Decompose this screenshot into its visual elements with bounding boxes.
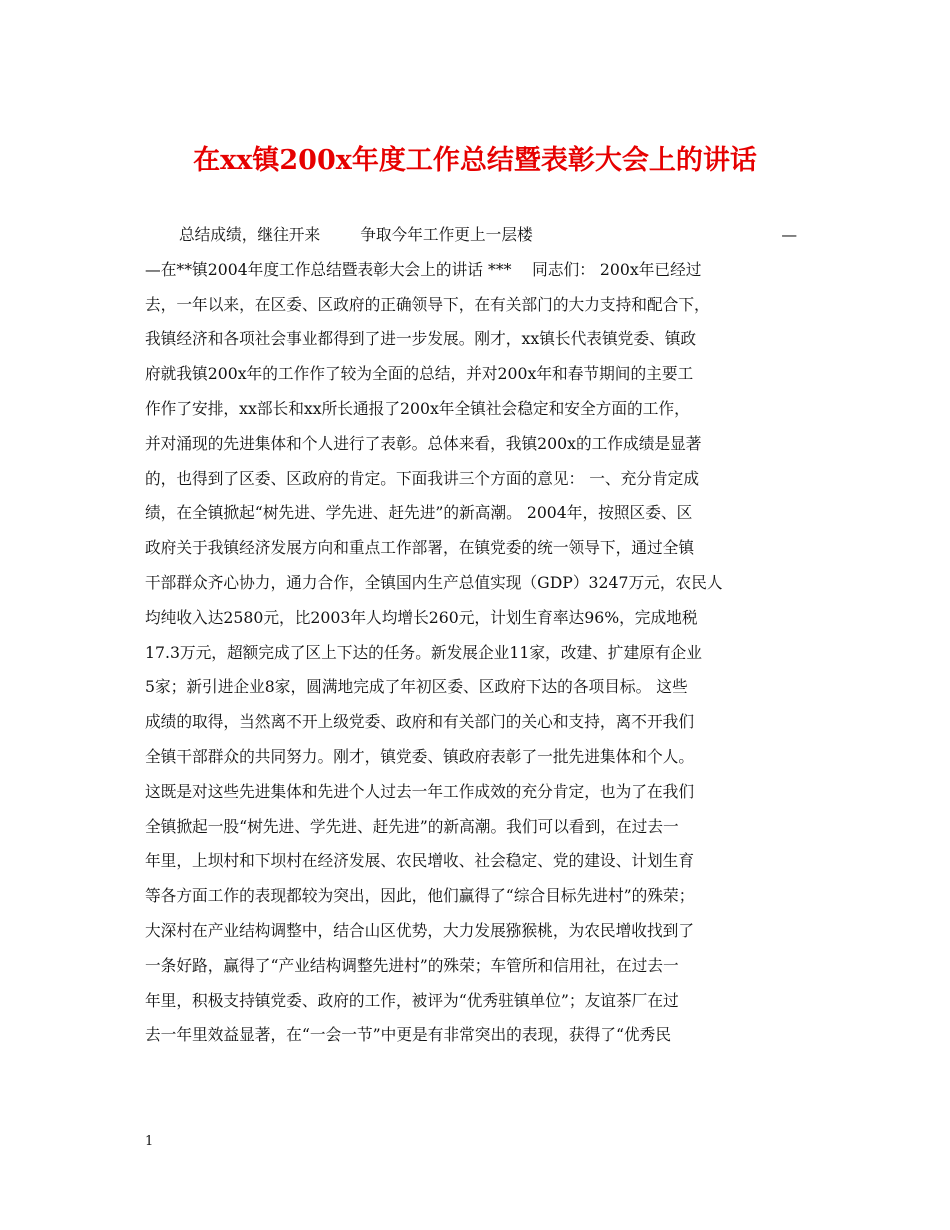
body-line: 大深村在产业结构调整中，结合山区优势，大力发展猕猴桃，为农民增收找到了 (145, 920, 695, 940)
subtitle-dash: — (781, 225, 797, 244)
body-line: 5家；新引进企业8家，圆满地完成了年初区委、区政府下达的各项目标。 这些 (145, 677, 688, 697)
body-line: 17.3万元，超额完成了区上下达的任务。新发展企业11家，改建、扩建原有企业 (145, 642, 702, 662)
body-line: 并对涌现的先进集体和个人进行了表彰。总体来看，我镇200x的工作成绩是显著 (145, 433, 702, 453)
body-line: 均纯收入达2580元，比2003年人均增长260元，计划生育率达96%，完成地税 (145, 607, 698, 627)
subtitle-part-a: 总结成绩，继往开来 (179, 225, 321, 244)
subtitle-line (145, 218, 805, 253)
body-line: 这既是对这些先进集体和先进个人过去一年工作成效的充分肯定，也为了在我们 (145, 781, 695, 801)
body-line: 府就我镇200x年的工作作了较为全面的总结，并对200x年和春节期间的主要工 (145, 364, 694, 384)
document-title: 在xx镇200x年度工作总结暨表彰大会上的讲话 (193, 145, 757, 176)
body-line: 去，一年以来，在区委、区政府的正确领导下，在有关部门的大力支持和配合下， (145, 294, 710, 314)
body-line: 成绩的取得，当然离不开上级党委、政府和有关部门的关心和支持，离不开我们 (145, 712, 695, 732)
body-line: 全镇掀起一股“树先进、学先进、赶先进”的新高潮。我们可以看到，在过去一 (145, 816, 679, 836)
page-number: 1 (145, 1134, 154, 1149)
document-body (145, 218, 805, 1053)
body-line: 年里，上坝村和下坝村在经济发展、农民增收、社会稳定、党的建设、计划生育 (145, 851, 695, 871)
body-line: —在**镇2004年度工作总结暨表彰大会上的讲话 *** 同志们： 200x年已经过 (145, 259, 702, 279)
body-line: 的，也得到了区委、区政府的肯定。下面我讲三个方面的意见： 一、充分肯定成 (145, 468, 700, 488)
body-line: 干部群众齐心协力，通力合作，全镇国内生产总值实现（GDP）3247万元，农民人 (145, 572, 723, 592)
body-line: 全镇干部群众的共同努力。刚才，镇党委、镇政府表彰了一批先进集体和个人。 (145, 746, 695, 766)
body-line: 政府关于我镇经济发展方向和重点工作部署，在镇党委的统一领导下，通过全镇 (145, 538, 695, 558)
body-line: 我镇经济和各项社会事业都得到了进一步发展。刚才，xx镇长代表镇党委、镇政 (145, 329, 697, 349)
body-line: 一条好路，赢得了“产业结构调整先进村”的殊荣；车管所和信用社，在过去一 (145, 955, 679, 975)
body-line: 年里，积极支持镇党委、政府的工作，被评为“优秀驻镇单位”；友谊茶厂在过 (145, 990, 679, 1010)
body-line: 去一年里效益显著，在“一会一节”中更是有非常突出的表现，获得了“优秀民 (145, 1025, 672, 1045)
body-line: 等各方面工作的表现都较为突出，因此，他们赢得了“综合目标先进村”的殊荣； (145, 886, 695, 906)
body-line: 作作了安排，xx部长和xx所长通报了200x年全镇社会稳定和安全方面的工作， (145, 398, 690, 418)
body-line: 绩，在全镇掀起“树先进、学先进、赶先进”的新高潮。 2004年，按照区委、区 (145, 503, 693, 523)
subtitle-part-b: 争取今年工作更上一层楼 (360, 225, 533, 244)
